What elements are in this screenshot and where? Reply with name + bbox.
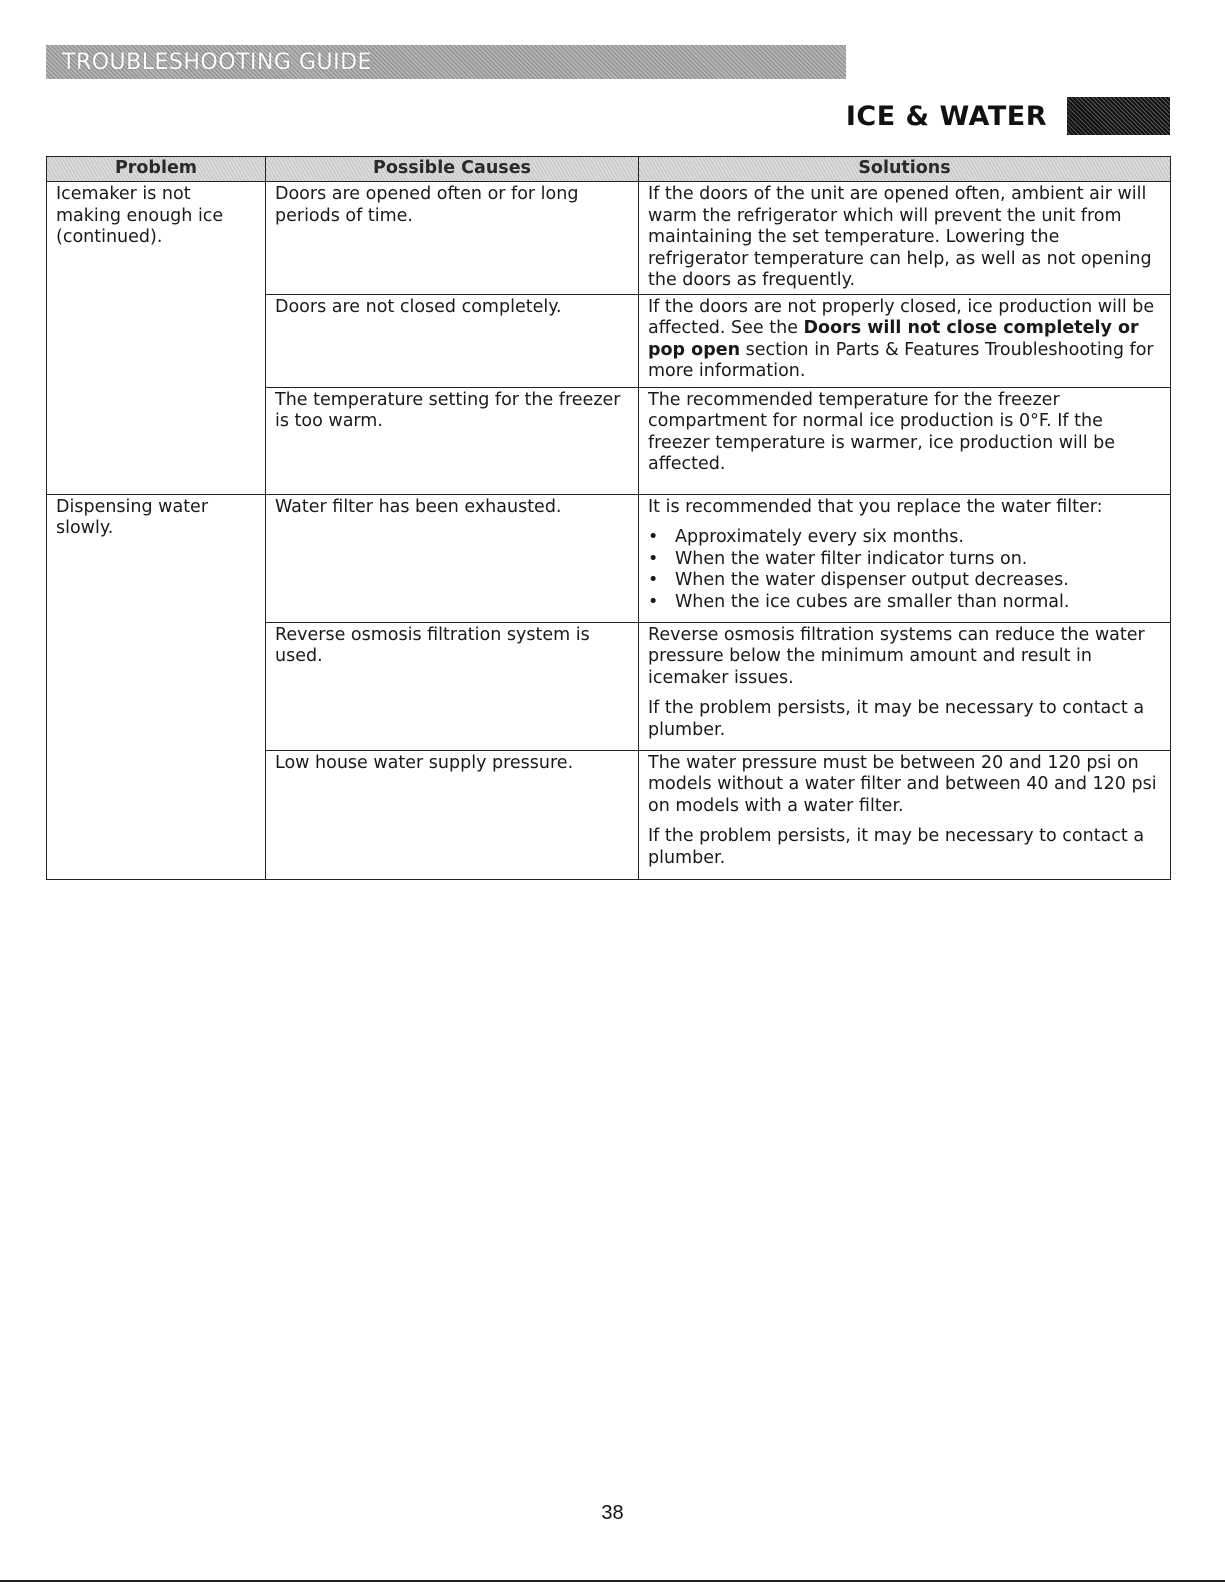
problem-cell: Icemaker is not making enough ice (continued).	[47, 182, 266, 495]
page-bottom-rule	[0, 1580, 1225, 1582]
page-number: 38	[601, 1502, 624, 1524]
cause-cell: Doors are not closed completely.	[266, 294, 639, 387]
column-header-possible-causes: Possible Causes	[266, 157, 639, 182]
troubleshooting-table	[46, 156, 1171, 880]
solution-cell	[639, 750, 1171, 879]
solution-cell	[639, 182, 1171, 295]
table-row	[47, 182, 1171, 295]
solution-cell	[639, 622, 1171, 750]
column-header-solutions: Solutions	[639, 157, 1171, 182]
list-item: • When the ice cubes are smaller than normal.	[648, 592, 1162, 614]
solution-text-end: section in Parts & Features Troubleshooting for more information.	[648, 339, 1154, 381]
solution-text: The water pressure must be between 20 and 120 psi on models without a water filter and between 40 and 120 psi on models with a water filter.	[648, 752, 1157, 816]
list-item: • Approximately every six months.	[648, 527, 1162, 549]
solution-text: If the doors of the unit are opened often, ambient air will warm the refrigerator which will prevent the unit from maintaining the set temperature. Lowering the refrigerator temperature can help, as well as not opening the doors as frequently.	[648, 184, 1152, 290]
solution-text	[648, 297, 1162, 383]
banner-title: TROUBLESHOOTING GUIDE	[62, 49, 372, 75]
section-title: ICE & WATER	[845, 100, 1047, 132]
solution-cell	[639, 294, 1171, 387]
solution-section-reference: Doors will not close completely or pop open	[648, 318, 1139, 360]
cause-cell: Water filter has been exhausted.	[266, 494, 639, 622]
problem-cell: Dispensing water slowly.	[47, 494, 266, 879]
table-row	[47, 494, 1171, 622]
cause-cell: Doors are opened often or for long periods of time.	[266, 182, 639, 295]
list-item: • When the water filter indicator turns on.	[648, 549, 1162, 571]
cause-cell: Reverse osmosis filtration system is used.	[266, 622, 639, 750]
solution-text: Reverse osmosis filtration systems can reduce the water pressure below the minimum amount and result in icemaker issues.	[648, 624, 1145, 688]
troubleshooting-guide-banner	[46, 45, 846, 79]
table-header-row	[47, 157, 1171, 182]
column-header-problem: Problem	[47, 157, 266, 182]
solution-text: If the problem persists, it may be necessary to contact a plumber.	[648, 698, 1145, 740]
solution-cell	[639, 387, 1171, 494]
solution-cell	[639, 494, 1171, 622]
bullet-list	[648, 527, 1162, 613]
solution-text: If the problem persists, it may be necessary to contact a plumber.	[648, 826, 1145, 868]
cause-cell: Low house water supply pressure.	[266, 750, 639, 879]
cause-cell: The temperature setting for the freezer is too warm.	[266, 387, 639, 494]
solution-text-start: If the doors are not properly closed, ice production will be affected. See the	[648, 296, 1155, 338]
solution-text: It is recommended that you replace the water filter:	[648, 496, 1103, 517]
section-marker-block	[1067, 97, 1170, 135]
section-heading	[846, 97, 1170, 135]
solution-text: The recommended temperature for the freezer compartment for normal ice production is 0°F. If the freezer temperature is warmer, ice production will be affected.	[648, 389, 1116, 474]
list-item: • When the water dispenser output decreases.	[648, 570, 1162, 592]
